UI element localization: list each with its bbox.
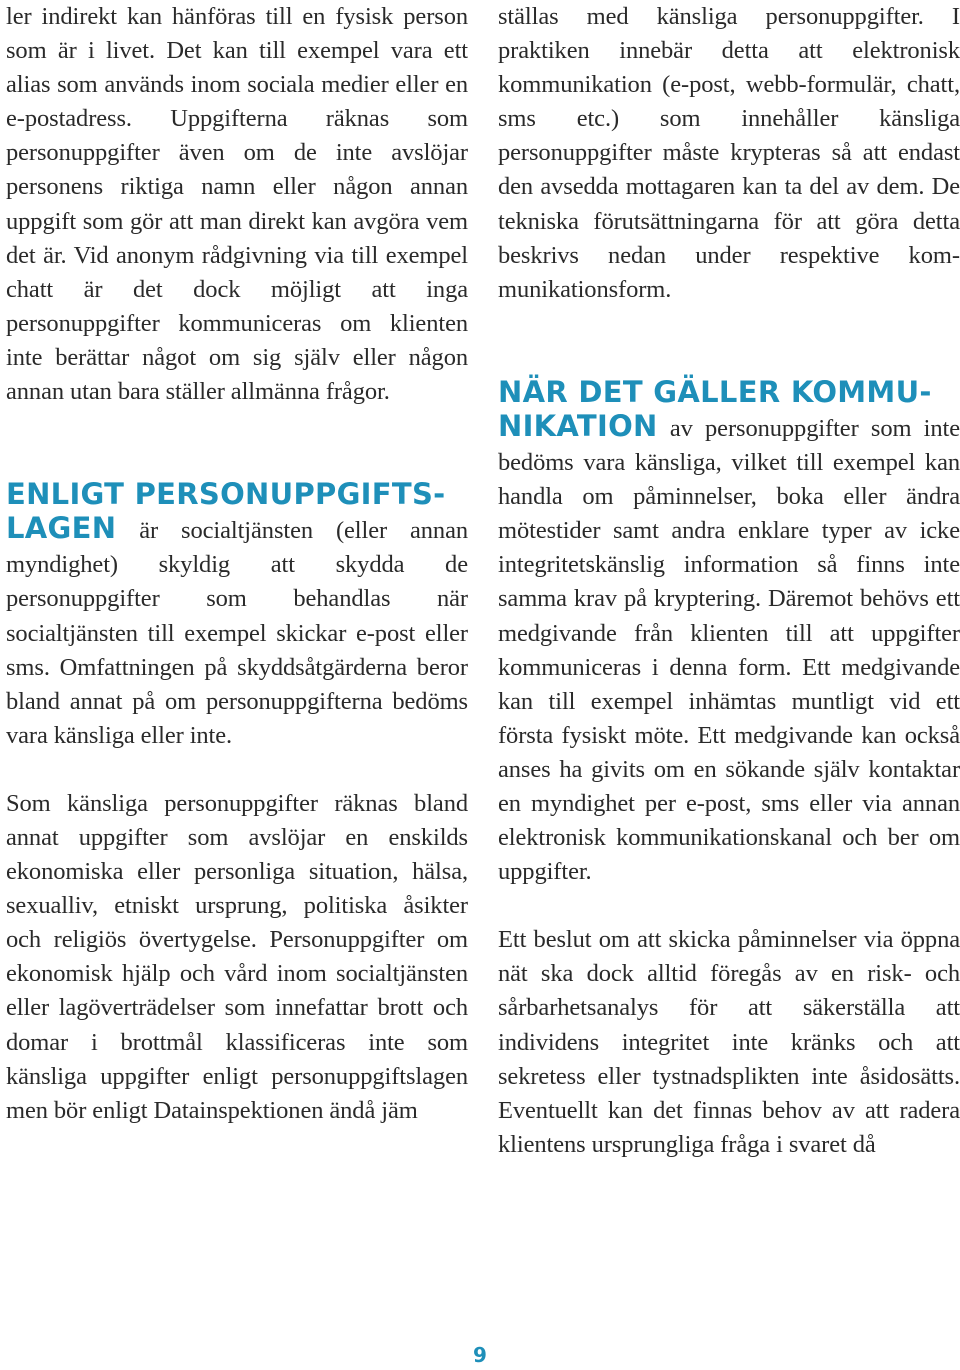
section-heading-continued: LAGEN xyxy=(6,511,117,546)
section-heading: NÄR DET GÄLLER KOMMU- xyxy=(498,374,932,409)
paragraph: Ett beslut om att skicka påminnelser via öppna nät ska dock alltid föregås av en risk- och sårbarhetsanalys för att säkerställa att individens integritet inte kränks och att sekretess eller tystnadsplikten inte åsidosätts. Eventuellt kan det finnas behov av att radera klientens ursprungliga fråga i svaret då xyxy=(498,926,960,1158)
section-text: är socialtjänsten (eller annan myndighet) skyldig att skydda de personuppgifter som behandlas när socialtjänsten till exempel skickar e-post eller sms. Omfattningen på skyddsåtgärderna beror bland annat på om personuppgifterna bedöms vara känsliga eller inte. xyxy=(6,517,468,749)
section-paragraph-personuppgiftslagen xyxy=(6,477,468,753)
right-column xyxy=(498,0,960,1162)
section-paragraph-kommunikation xyxy=(498,375,960,889)
paragraph: ler indirekt kan hänföras till en fysisk person som är i livet. Det kan till exempel vara ett alias som används inom sociala medier eller en e-postadress. Uppgifterna räknas som personuppgifter även om de inte avslöjar personens riktiga namn eller någon annan uppgift som gör att man direkt kan avgöra vem det är. Vid anonym rådgivning via till exempel chatt är det dock möjligt att inga personuppgifter kommuniceras om klienten inte berättar något om sig själv eller någon annan utan bara ställer allmänna frågor. xyxy=(6,3,468,406)
section-heading: ENLIGT PERSONUPPGIFTS- xyxy=(6,477,446,512)
paragraph: ställas med känsliga personuppgifter. I praktiken innebär detta att elektronisk kommunikation (e-post, webb-formulär, chatt, sms etc.) som innehåller känsliga personuppgifter måste krypteras så att endast den avsedda mottagaren kan ta del av dem. De tekniska förutsättningarna för att göra detta beskrivs nedan under respektive kommunikationsform. xyxy=(498,3,960,303)
left-column xyxy=(6,0,468,1128)
paragraph: Som känsliga personuppgifter räknas bland annat uppgifter som avslöjar en enskilds ekonomiska eller personliga situation, hälsa, sexualliv, etniskt ursprung, politiska åsikter och religiös övertygelse. Personuppgifter om ekonomisk hjälp och vård inom socialtjänsten eller lagöverträdelser som innefattar brott och domar i brottmål klassificeras inte som känsliga uppgifter enligt personuppgiftslagen men bör enligt Datainspektionen ändå jäm xyxy=(6,789,468,1124)
section-heading-continued: NIKATION xyxy=(498,408,658,443)
page-number: 9 xyxy=(473,1343,487,1367)
section-text: av personuppgifter som inte bedöms vara känsliga, vilket till exempel kan handla om påminnelser, boka eller ändra mötestider samt andra enklare typer av icke integritetskänslig information så finns inte samma krav på kryptering. Däremot behövs ett medgivande från klienten till att uppgifter kommuniceras i denna form. Ett medgivande kan till exempel inhämtas muntligt vid ett första fysiskt möte. Ett medgivande kan också anses ha givits om en sökande själv kontaktar en myndighet per e-post, sms eller via annan elektronisk kommunikationskanal och ber om uppgifter. xyxy=(498,414,960,886)
